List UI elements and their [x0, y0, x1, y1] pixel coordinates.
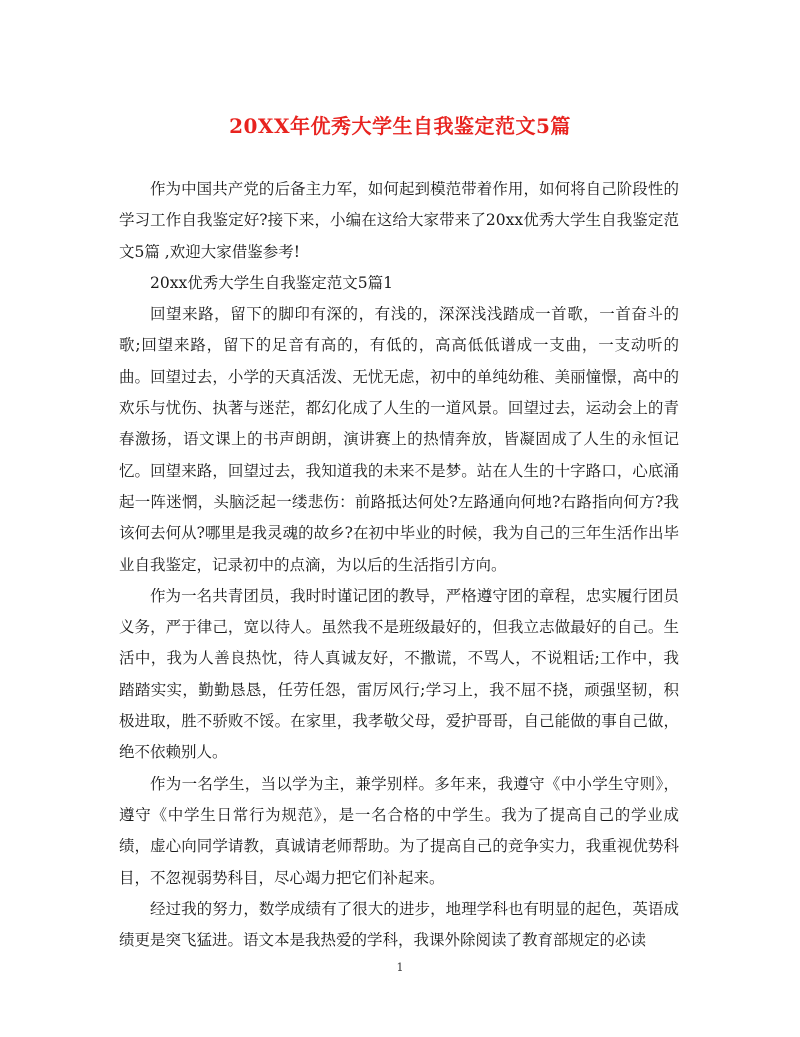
body-paragraph: 作为一名学生，当以学为主，兼学别样。多年来，我遵守《中小学生守则》，遵守《中学生日常行为规范》，是一名合格的中学生。我为了提高自己的学业成绩，虚心向同学请教，真诚请老师帮助。为了提高自己的竞争实力，我重视优势科目，不忽视弱势科目，尽心竭力把它们补起来。 — [119, 774, 679, 887]
section-heading: 20xx优秀大学生自我鉴定范文5篇1 — [150, 273, 393, 292]
body-paragraph: 回望来路，留下的脚印有深的，有浅的，深深浅浅踏成一首歌，一首奋斗的歌;回望来路，留下的足音有高的，有低的，高高低低谱成一支曲，一支动听的曲。回望过去，小学的天真活泼、无忧无虑，初中的单纯幼稚、美丽憧憬，高中的欢乐与忧伤、执著与迷茫，都幻化成了人生的一道风景。回望过去，运动会上的青春激扬，语文课上的书声朗朗，演讲赛上的热情奔放，皆凝固成了人生的永恒记忆。回望来路，回望过去，我知道我的未来不是梦。站在人生的十字路口，心底涌起一阵迷惘，头脑泛起一缕悲伤：前路抵达何处?左路通向何地?右路指向何方?我该何去何从?哪里是我灵魂的故乡?在初中毕业的时候，我为自己的三年生活作出毕业自我鉴定，记录初中的点滴，为以后的生活指引方向。 — [119, 305, 679, 574]
document-title: 20XX年优秀大学生自我鉴定范文5篇 — [229, 114, 571, 138]
document-body — [119, 174, 679, 956]
page-number: 1 — [396, 961, 404, 974]
body-paragraph: 经过我的努力，数学成绩有了很大的进步，地理学科也有明显的起色，英语成绩更是突飞猛进。语文本是我热爱的学科，我课外除阅读了教育部规定的必读 — [119, 899, 679, 950]
body-paragraph: 作为一名共青团员，我时时谨记团的教导，严格遵守团的章程，忠实履行团员义务，严于律己，宽以待人。虽然我不是班级最好的，但我立志做最好的自己。生活中，我为人善良热忱，待人真诚友好，不撒谎，不骂人，不说粗话;工作中，我踏踏实实，勤勤恳恳，任劳任怨，雷厉风行;学习上，我不屈不挠，顽强坚韧，积极进取，胜不骄败不馁。在家里，我孝敬父母，爱护哥哥，自己能做的事自己做，绝不依赖别人。 — [119, 586, 679, 762]
intro-paragraph: 作为中国共产党的后备主力军，如何起到模范带着作用，如何将自己阶段性的学习工作自我鉴定好?接下来，小编在这给大家带来了20xx优秀大学生自我鉴定范文5篇 ,欢迎大家借鉴参考! — [119, 180, 679, 261]
